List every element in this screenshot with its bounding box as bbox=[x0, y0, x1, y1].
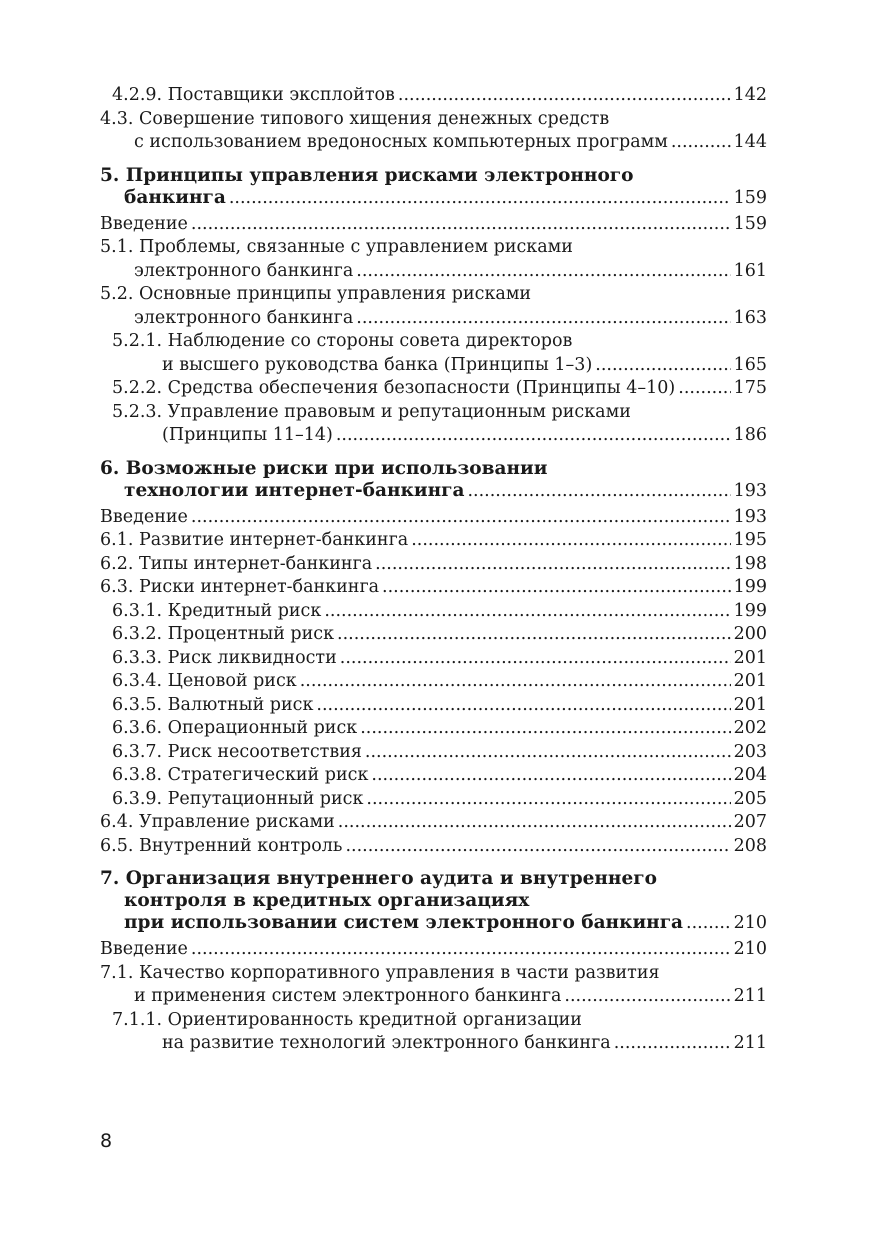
toc-entry bbox=[100, 623, 767, 647]
toc-entry bbox=[100, 647, 767, 671]
toc-entry bbox=[100, 717, 767, 741]
toc-entry-title: при использовании систем электронного банкинга bbox=[124, 912, 684, 933]
toc-entry bbox=[100, 1009, 767, 1056]
toc-entry bbox=[100, 938, 767, 962]
dot-leader bbox=[191, 506, 731, 530]
dot-leader bbox=[345, 835, 730, 859]
toc-entry-title: 6.3.5. Валютный риск bbox=[112, 694, 314, 715]
toc-page-number: 163 bbox=[733, 307, 767, 328]
toc-entry bbox=[100, 788, 767, 812]
toc-entry-title: Введение bbox=[100, 506, 188, 527]
toc-entry bbox=[100, 694, 767, 718]
toc-page-number: 142 bbox=[733, 85, 767, 105]
dot-leader bbox=[371, 764, 730, 788]
dot-leader bbox=[191, 213, 731, 237]
toc-entry bbox=[100, 835, 767, 859]
dot-leader bbox=[356, 307, 730, 331]
dot-leader bbox=[614, 1032, 731, 1056]
toc-page-number: 161 bbox=[733, 260, 767, 281]
toc-entry-title: 4.2.9. Поставщики эксплойтов bbox=[112, 85, 395, 105]
toc-page-number: 211 bbox=[733, 1033, 767, 1053]
toc-entry bbox=[100, 576, 767, 600]
dot-leader bbox=[336, 424, 731, 448]
dot-leader bbox=[356, 260, 730, 284]
toc-entry-title: 4.3. Совершение типового хищения денежных средств bbox=[100, 108, 610, 129]
dot-leader bbox=[686, 912, 731, 934]
dot-leader bbox=[467, 480, 730, 502]
toc-page-number: 211 bbox=[733, 986, 767, 1006]
dot-leader bbox=[229, 187, 731, 209]
toc-entry-title: 6.3.8. Стратегический риск bbox=[112, 765, 369, 785]
toc-page-number: 208 bbox=[733, 835, 767, 856]
toc-entry bbox=[100, 529, 767, 553]
dot-leader bbox=[337, 623, 731, 647]
toc-page-number: 201 bbox=[733, 671, 767, 691]
toc-page-number: 198 bbox=[733, 553, 767, 574]
toc-entry-title: банкинга bbox=[124, 186, 226, 208]
table-of-contents bbox=[100, 84, 767, 1056]
toc-page-number: 204 bbox=[733, 765, 767, 785]
toc-chapter-entry bbox=[100, 165, 767, 209]
toc-page-number: 199 bbox=[733, 600, 767, 621]
toc-entry-title: 5. Принципы управления рисками электронного bbox=[100, 164, 634, 186]
toc-page-number: 205 bbox=[733, 788, 767, 809]
toc-entry bbox=[100, 811, 767, 835]
toc-entry bbox=[100, 236, 767, 283]
toc-entry-title: 6.3.3. Риск ликвидности bbox=[112, 647, 337, 668]
toc-page-number: 201 bbox=[733, 647, 767, 668]
dot-leader bbox=[300, 670, 731, 694]
dot-leader bbox=[338, 811, 731, 835]
toc-entry-title: электронного банкинга bbox=[134, 260, 354, 281]
toc-entry bbox=[100, 401, 767, 448]
toc-entry-title: 6.4. Управление рисками bbox=[100, 812, 335, 832]
toc-page-number: 159 bbox=[733, 213, 767, 234]
toc-entry bbox=[100, 764, 767, 788]
dot-leader bbox=[316, 694, 730, 718]
toc-entry-title: 7. Организация внутреннего аудита и внутреннего bbox=[100, 868, 657, 889]
toc-entry-title: 6.3.1. Кредитный риск bbox=[112, 600, 322, 621]
toc-entry-title: 6.5. Внутренний контроль bbox=[100, 835, 343, 856]
toc-entry-title: и высшего руководства банка (Принципы 1–3) bbox=[162, 354, 593, 375]
toc-page-number: 199 bbox=[733, 577, 767, 597]
toc-entry-title: и применения систем электронного банкинга bbox=[134, 986, 562, 1006]
toc-page-number: 193 bbox=[733, 506, 767, 527]
toc-entry-title: 5.1. Проблемы, связанные с управлением рисками bbox=[100, 237, 573, 257]
toc-entry bbox=[100, 330, 767, 377]
toc-page-number: 202 bbox=[733, 718, 767, 738]
toc-entry-title: 6.3.7. Риск несоответствия bbox=[112, 741, 362, 762]
toc-entry-title: Введение bbox=[100, 213, 188, 234]
toc-page-number: 193 bbox=[733, 480, 767, 501]
toc-page-number: 200 bbox=[733, 624, 767, 644]
dot-leader bbox=[671, 131, 731, 155]
dot-leader bbox=[360, 717, 730, 741]
toc-entry-title: 5.2.1. Наблюдение со стороны совета директоров bbox=[112, 331, 573, 351]
toc-entry-title: 7.1. Качество корпоративного управления в части развития bbox=[100, 962, 660, 983]
toc-entry bbox=[100, 84, 767, 108]
toc-entry-title: 6.3.4. Ценовой риск bbox=[112, 671, 297, 691]
toc-entry bbox=[100, 213, 767, 237]
toc-entry bbox=[100, 108, 767, 155]
toc-page-number: 175 bbox=[733, 378, 767, 398]
dot-leader bbox=[595, 354, 730, 378]
toc-entry-title: 5.2.2. Средства обеспечения безопасности (Принципы 4–10) bbox=[112, 378, 676, 398]
toc-entry bbox=[100, 741, 767, 765]
toc-page-number: 144 bbox=[733, 132, 767, 152]
toc-page-number: 195 bbox=[733, 530, 767, 550]
toc-entry bbox=[100, 962, 767, 1009]
toc-entry-title: 6.3.6. Операционный риск bbox=[112, 718, 358, 738]
toc-entry-title: контроля в кредитных организациях bbox=[124, 890, 530, 911]
toc-entry-title: 5.2.3. Управление правовым и репутационным рисками bbox=[112, 401, 631, 422]
toc-entry bbox=[100, 506, 767, 530]
dot-leader bbox=[365, 741, 731, 765]
dot-leader bbox=[398, 84, 731, 108]
toc-entry-title: 6.3.2. Процентный риск bbox=[112, 624, 335, 644]
toc-entry-title: 7.1.1. Ориентированность кредитной организации bbox=[112, 1009, 582, 1030]
dot-leader bbox=[375, 553, 730, 577]
toc-entry-title: электронного банкинга bbox=[134, 307, 354, 328]
dot-leader bbox=[564, 985, 730, 1009]
toc-entry-title: 6.3.9. Репутационный риск bbox=[112, 788, 364, 809]
toc-entry-title: технологии интернет-банкинга bbox=[124, 479, 465, 501]
toc-page-number: 186 bbox=[733, 425, 767, 445]
toc-entry bbox=[100, 283, 767, 330]
toc-entry-title: 6.2. Типы интернет-банкинга bbox=[100, 553, 373, 574]
toc-entry bbox=[100, 600, 767, 624]
toc-page-number: 210 bbox=[733, 939, 767, 959]
toc-page-number: 159 bbox=[733, 187, 767, 208]
toc-entry bbox=[100, 377, 767, 401]
toc-entry-title: 6.1. Развитие интернет-банкинга bbox=[100, 530, 409, 550]
toc-entry-title: (Принципы 11–14) bbox=[162, 425, 333, 445]
toc-page-number: 207 bbox=[733, 812, 767, 832]
toc-entry-title: 6.3. Риски интернет-банкинга bbox=[100, 577, 380, 597]
toc-page-number: 210 bbox=[733, 913, 767, 933]
toc-entry-title: Введение bbox=[100, 939, 188, 959]
dot-leader bbox=[411, 529, 730, 553]
toc-entry bbox=[100, 553, 767, 577]
dot-leader bbox=[340, 647, 731, 671]
toc-page-number: 203 bbox=[733, 741, 767, 762]
dot-leader bbox=[382, 576, 731, 600]
dot-leader bbox=[324, 600, 730, 624]
dot-leader bbox=[191, 938, 731, 962]
toc-entry-title: 6. Возможные риски при использовании bbox=[100, 457, 548, 479]
toc-page-number: 201 bbox=[733, 694, 767, 715]
dot-leader bbox=[366, 788, 730, 812]
dot-leader bbox=[678, 377, 730, 401]
toc-chapter-entry bbox=[100, 458, 767, 502]
toc-entry-title: на развитие технологий электронного банкинга bbox=[162, 1033, 611, 1053]
toc-entry-title: 5.2. Основные принципы управления рисками bbox=[100, 284, 532, 304]
toc-chapter-entry bbox=[100, 868, 767, 934]
toc-entry-title: с использованием вредоносных компьютерных программ bbox=[134, 132, 668, 152]
toc-page-number: 165 bbox=[733, 354, 767, 375]
page-number: 8 bbox=[100, 1130, 113, 1152]
toc-entry bbox=[100, 670, 767, 694]
